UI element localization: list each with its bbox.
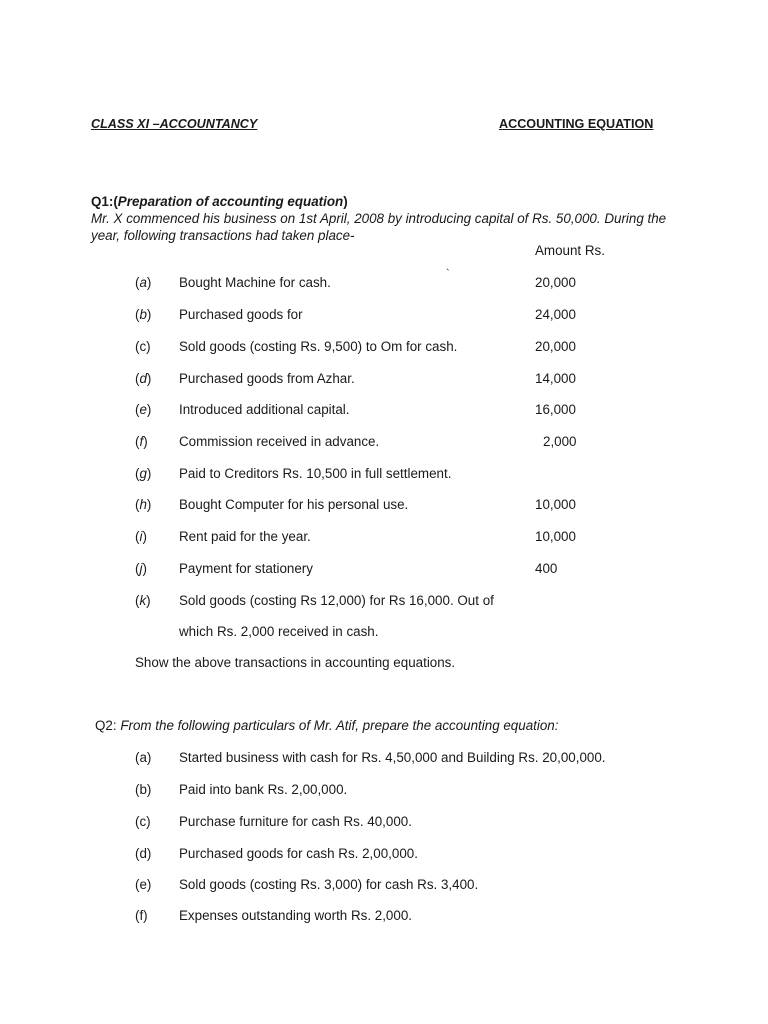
list-item-label: (g) — [135, 466, 152, 481]
list-item-amount: 10,000 — [535, 497, 576, 512]
list-item-description: Payment for stationery — [179, 561, 313, 576]
list-item-description: Expenses outstanding worth Rs. 2,000. — [179, 908, 412, 923]
list-item-description: Purchased goods for — [179, 307, 303, 322]
list-item-description: Rent paid for the year. — [179, 529, 311, 544]
list-item-description: Commission received in advance. — [179, 434, 380, 449]
list-item-description: Paid to Creditors Rs. 10,500 in full settlement. — [179, 466, 452, 481]
list-item-amount: 14,000 — [535, 371, 576, 386]
stray-mark: ` — [446, 268, 450, 280]
list-item-description: Paid into bank Rs. 2,00,000. — [179, 782, 348, 797]
list-item-label: (c) — [135, 814, 151, 829]
list-item-label: (b) — [135, 782, 152, 797]
q1-suffix: ) — [343, 194, 348, 209]
list-item-label: (c) — [135, 339, 151, 354]
topic-heading: ACCOUNTING EQUATION — [499, 117, 654, 131]
list-item-amount: 20,000 — [535, 275, 576, 290]
list-item-label: (e) — [135, 402, 152, 417]
list-item-amount: 400 — [535, 561, 558, 576]
list-item-description: Purchased goods for cash Rs. 2,00,000. — [179, 846, 418, 861]
amount-column-header: Amount Rs. — [535, 243, 605, 258]
list-item-label: (j) — [135, 561, 147, 576]
q1-title-text: Preparation of accounting equation — [117, 194, 344, 209]
list-item-label: (e) — [135, 877, 152, 892]
list-item-label: (h) — [135, 497, 152, 512]
list-item-label: (d) — [135, 371, 152, 386]
q1-closing-instruction: Show the above transactions in accounting equations. — [135, 655, 456, 670]
q2-prefix: Q2: — [95, 718, 121, 733]
list-item-amount: 16,000 — [535, 402, 576, 417]
list-item-label: (b) — [135, 307, 152, 322]
class-heading: CLASS XI –ACCOUNTANCY — [91, 117, 258, 131]
list-item-description: Started business with cash for Rs. 4,50,000 and Building Rs. 20,00,000. — [179, 750, 606, 765]
list-item-description: Sold goods (costing Rs. 3,000) for cash Rs. 3,400. — [179, 877, 479, 892]
list-item-label: (f) — [135, 908, 148, 923]
list-item-label: (f) — [135, 434, 148, 449]
list-item-description: Introduced additional capital. — [179, 402, 350, 417]
list-item-label: (k) — [135, 593, 151, 608]
list-item-label: (a) — [135, 750, 152, 765]
list-item-description: Purchased goods from Azhar. — [179, 371, 355, 386]
list-item-description: Bought Computer for his personal use. — [179, 497, 409, 512]
q1-intro-line1: Mr. X commenced his business on 1st April, 2008 by introducing capital of Rs. 50,000. During the — [91, 211, 667, 226]
q1-title — [91, 194, 348, 209]
list-item-description: Sold goods (costing Rs. 9,500) to Om for cash. — [179, 339, 458, 354]
list-item-description: Purchase furniture for cash Rs. 40,000. — [179, 814, 412, 829]
list-item-label: (a) — [135, 275, 152, 290]
q2-intro — [95, 718, 558, 733]
list-item-amount: 10,000 — [535, 529, 576, 544]
list-item-description: Bought Machine for cash. — [179, 275, 331, 290]
list-item-continuation: which Rs. 2,000 received in cash. — [179, 624, 379, 639]
q1-intro-line2: year, following transactions had taken place- — [91, 228, 355, 243]
list-item-amount: 24,000 — [535, 307, 576, 322]
q2-intro-text: From the following particulars of Mr. Atif, prepare the accounting equation: — [120, 718, 559, 733]
q1-prefix: Q1:( — [91, 194, 118, 209]
list-item-amount: 2,000 — [543, 434, 577, 449]
list-item-label: (i) — [135, 529, 147, 544]
list-item-amount: 20,000 — [535, 339, 576, 354]
list-item-description: Sold goods (costing Rs 12,000) for Rs 16,000. Out of — [179, 593, 494, 608]
list-item-label: (d) — [135, 846, 152, 861]
